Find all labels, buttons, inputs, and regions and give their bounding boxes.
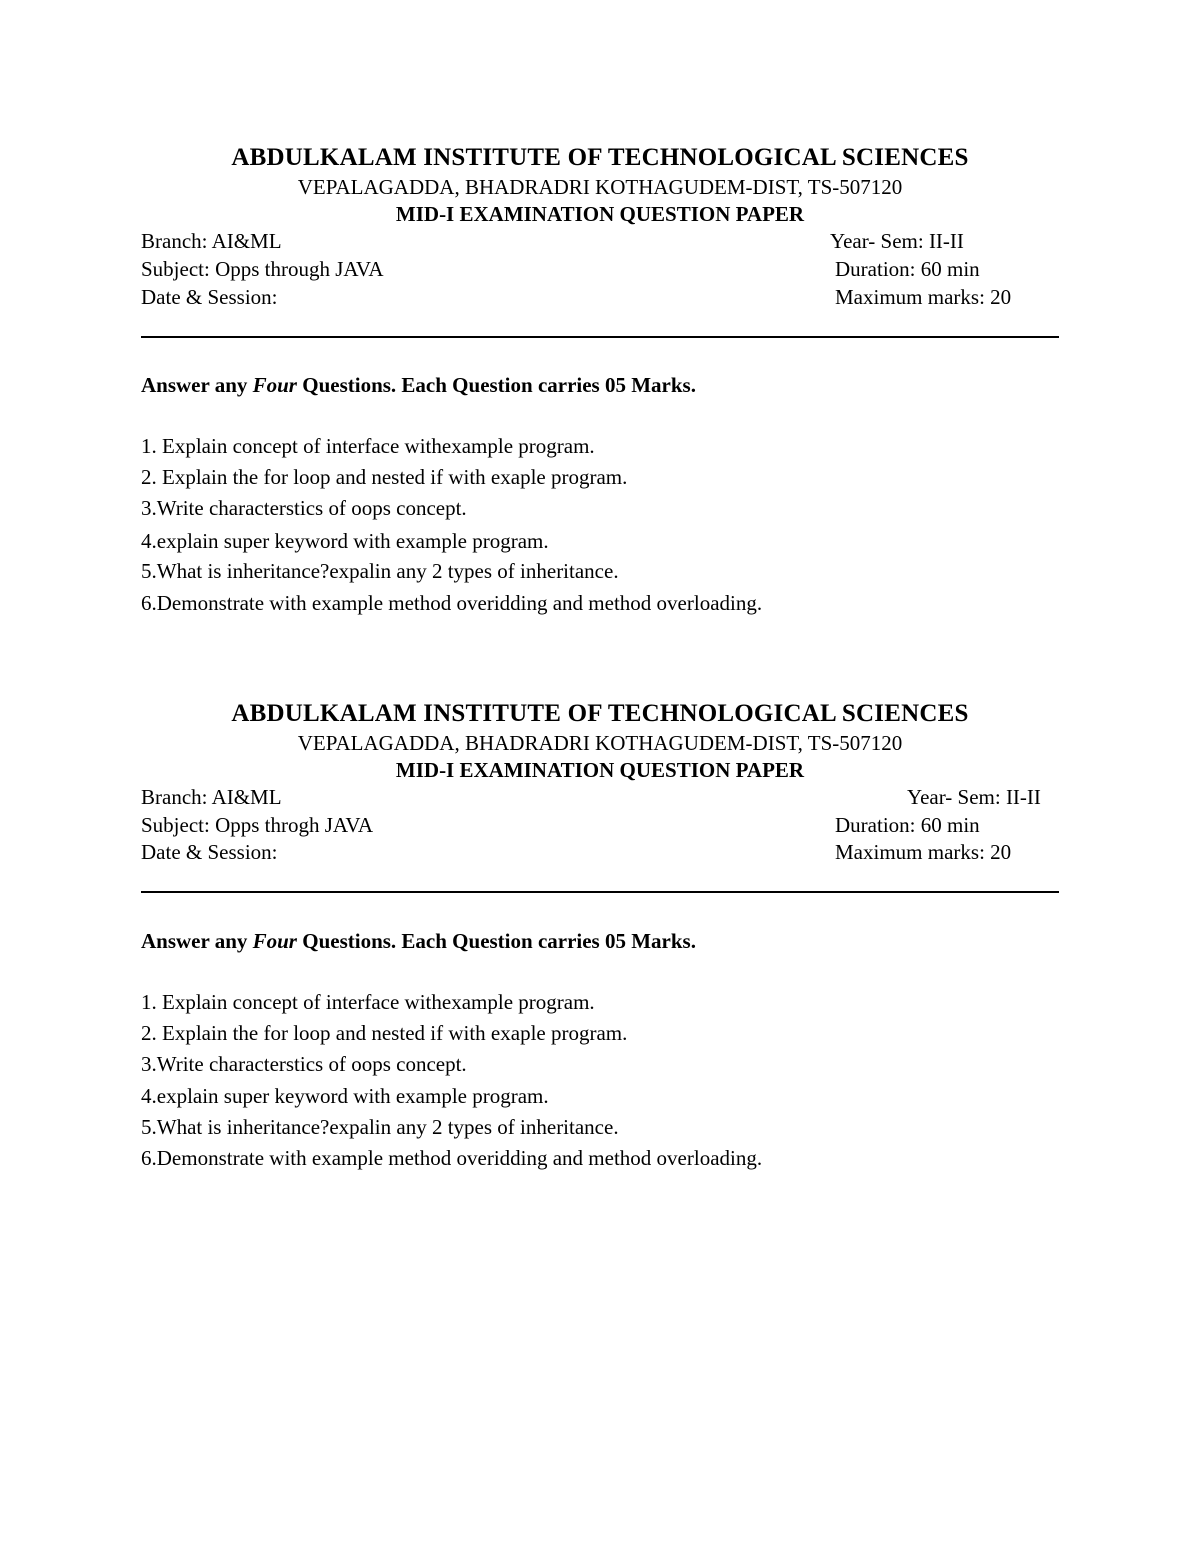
question-item: 6.Demonstrate with example method overidding and method overloading. (141, 591, 763, 615)
instruction-emphasis: Four (252, 373, 297, 397)
question-item: 5.What is inheritance?expalin any 2 types of inheritance. (141, 1115, 619, 1139)
date-session-label: Date & Session: (141, 840, 278, 864)
institute-name: ABDULKALAM INSTITUTE OF TECHNOLOGICAL SCIENCES (231, 700, 969, 727)
year-sem-label: Year- Sem: II-II (830, 229, 964, 253)
institute-address: VEPALAGADDA, BHADRADRI KOTHAGUDEM-DIST, TS-507120 (297, 731, 903, 755)
question-item: 1. Explain concept of interface withexample program. (141, 990, 595, 1014)
instruction-pre: Answer any (141, 373, 253, 397)
instruction-post: Questions. Each Question carries 05 Marks. (296, 373, 696, 397)
question-item: 4.explain super keyword with example program. (141, 529, 549, 553)
exam-title: MID-I EXAMINATION QUESTION PAPER (395, 202, 805, 226)
branch-label: Branch: AI&ML (141, 785, 282, 809)
instruction-post: Questions. Each Question carries 05 Marks. (296, 929, 696, 953)
question-item: 1. Explain concept of interface withexample program. (141, 434, 595, 458)
institute-address: VEPALAGADDA, BHADRADRI KOTHAGUDEM-DIST, TS-507120 (297, 175, 903, 199)
max-marks-label: Maximum marks: 20 (835, 840, 1012, 864)
subject-label: Subject: Opps throgh JAVA (141, 813, 373, 837)
max-marks-label: Maximum marks: 20 (835, 285, 1012, 309)
question-item: 5.What is inheritance?expalin any 2 types of inheritance. (141, 559, 619, 583)
instructions (141, 929, 696, 954)
branch-label: Branch: AI&ML (141, 229, 282, 253)
question-item: 2. Explain the for loop and nested if with exaple program. (141, 465, 628, 489)
divider-line (141, 891, 1059, 893)
subject-label: Subject: Opps through JAVA (141, 257, 384, 281)
instruction-pre: Answer any (141, 929, 253, 953)
divider-line (141, 336, 1059, 338)
question-item: 4.explain super keyword with example program. (141, 1084, 549, 1108)
institute-name: ABDULKALAM INSTITUTE OF TECHNOLOGICAL SCIENCES (231, 144, 969, 171)
date-session-label: Date & Session: (141, 285, 278, 309)
duration-label: Duration: 60 min (835, 257, 980, 281)
question-item: 3.Write characterstics of oops concept. (141, 496, 467, 520)
duration-label: Duration: 60 min (835, 813, 980, 837)
question-item: 6.Demonstrate with example method overidding and method overloading. (141, 1146, 763, 1170)
instructions (141, 373, 696, 398)
question-item: 2. Explain the for loop and nested if with exaple program. (141, 1021, 628, 1045)
exam-title: MID-I EXAMINATION QUESTION PAPER (395, 758, 805, 782)
question-item: 3.Write characterstics of oops concept. (141, 1052, 467, 1076)
instruction-emphasis: Four (252, 929, 297, 953)
year-sem-label: Year- Sem: II-II (907, 785, 1041, 809)
